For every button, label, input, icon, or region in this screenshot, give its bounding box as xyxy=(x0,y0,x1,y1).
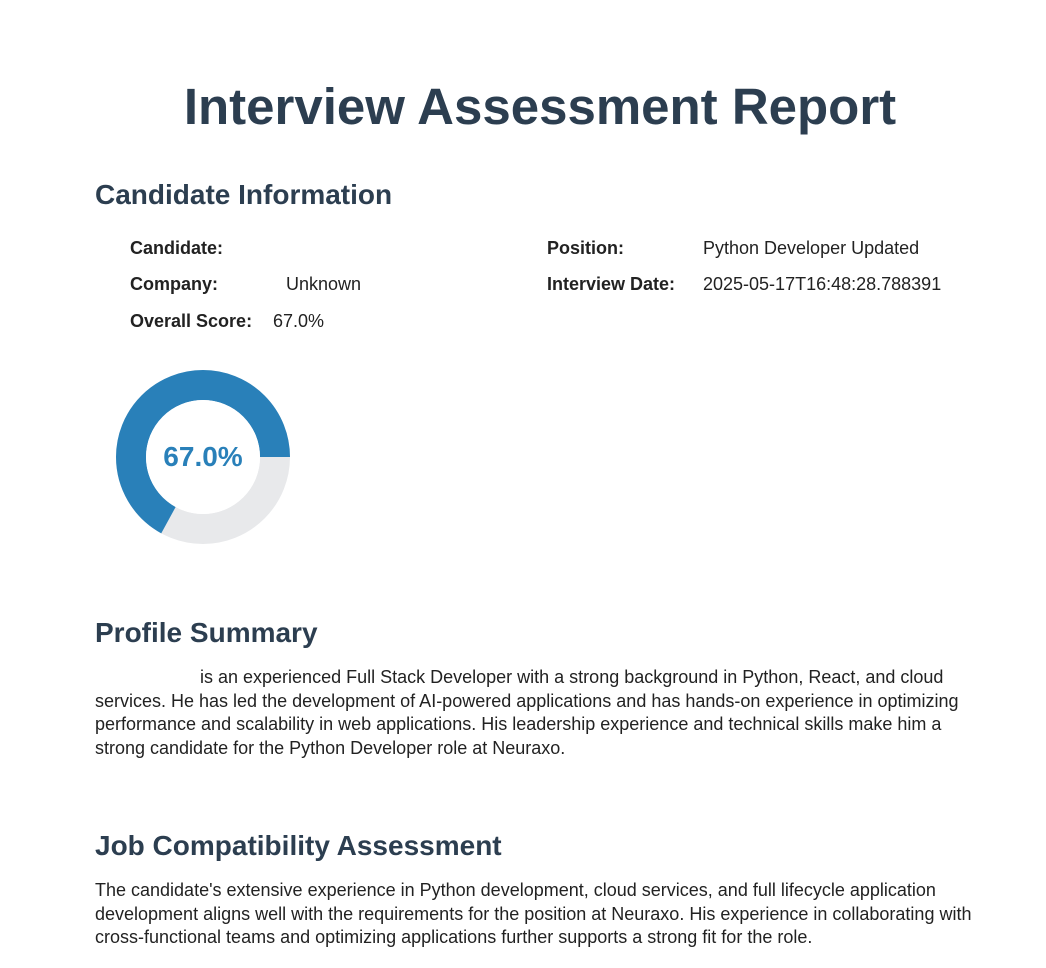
position-label: Position: xyxy=(547,238,624,258)
company-label: Company: xyxy=(130,274,219,294)
interview-date-value: 2025-05-17T16:48:28.788391 xyxy=(703,274,942,294)
job-compatibility-heading: Job Compatibility Assessment xyxy=(95,830,502,861)
overall-score-label: Overall Score: xyxy=(130,311,253,331)
candidate-information-heading: Candidate Information xyxy=(95,179,393,210)
profile-summary-heading: Profile Summary xyxy=(95,617,318,648)
score-center-label: 67.0% xyxy=(163,441,243,472)
report-title: Interview Assessment Report xyxy=(183,78,897,136)
profile-summary-paragraph xyxy=(95,666,995,760)
overall-score-value: 67.0% xyxy=(273,311,325,331)
profile-summary-text: is an experienced Full Stack Developer with a strong background in Python, React, and cloud services. He has led the development of AI-powered applications and has hands-on experience in optimizing performance and scalability in web applications. His leadership experience and technical skills make him a strong candidate for the Python Developer role at Neuraxo. xyxy=(95,667,959,758)
candidate-label: Candidate: xyxy=(130,238,224,258)
interview-date-label: Interview Date: xyxy=(547,274,676,294)
position-value: Python Developer Updated xyxy=(703,238,920,258)
job-compatibility-text: The candidate's extensive experience in Python development, cloud services, and full lifecycle application development aligns well with the requirements for the position at Neuraxo. His experience in collaborating with cross-functional teams and optimizing applications further supports a strong fit for the role. xyxy=(95,880,972,947)
company-value: Unknown xyxy=(286,274,362,294)
score-donut-chart xyxy=(114,368,292,546)
